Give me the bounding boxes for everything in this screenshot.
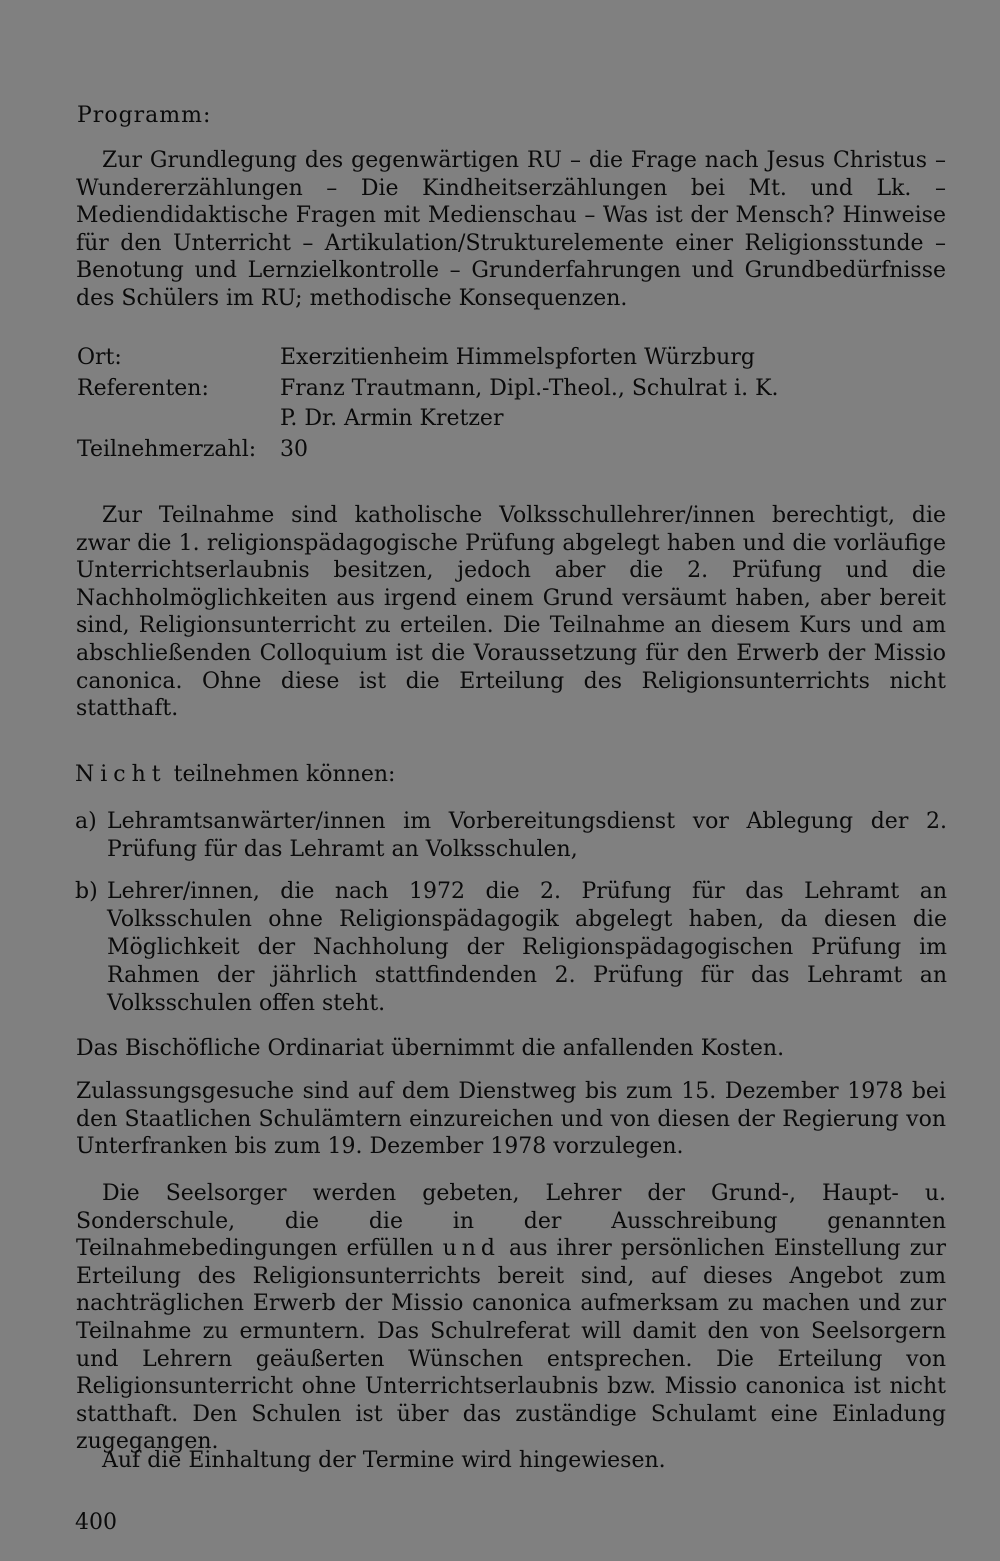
referenten-row — [77, 374, 947, 405]
course-info-block — [77, 343, 947, 465]
referenten-row-2 — [77, 404, 947, 435]
list-text-b: Lehrer/innen, die nach 1972 die 2. Prüfung für das Lehramt an Volksschulen ohne Religionspädagogik abgelegt haben, da diesen die Möglichkeit der Nachholung der Religionspädagogischen Prüfung im Rahmen der jährlich stattfindenden 2. Prüfung für das Lehramt an Volksschulen offen steht. — [107, 879, 947, 1016]
info-label-spacer — [77, 404, 280, 435]
termine-paragraph: Auf die Einhaltung der Termine wird hingewiesen. — [102, 1448, 666, 1473]
seelsorger-paragraph — [76, 1180, 946, 1456]
teilnahme-paragraph: Zur Teilnahme sind katholische Volksschullehrer/innen berechtigt, die zwar die 1. religionspädagogische Prüfung abgelegt haben und die vorläufige Unterrichtserlaubnis besitzen, jedoch aber die 2. Prüfung und die Nachholmöglichkeiten aus irgend einem Grund versäumt haben, aber bereit sind, Religionsunterricht zu erteilen. Die Teilnahme an diesem Kurs und am abschließenden Colloquium ist die Voraussetzung für den Erwerb der Missio canonica. Ohne diese ist die Erteilung des Religionsunterrichts nicht statthaft. — [76, 503, 946, 722]
teilnehmerzahl-label: Teilnehmerzahl: — [77, 436, 257, 462]
list-marker-b: b) — [75, 879, 98, 904]
teilnehmerzahl-value: 30 — [280, 436, 308, 462]
teilnehmerzahl-row — [77, 435, 947, 466]
ort-row — [77, 343, 947, 374]
referenten-label: Referenten: — [77, 375, 209, 401]
referent-1: Franz Trautmann, Dipl.-Theol., Schulrat i. K. — [280, 375, 779, 401]
list-text-a: Lehramtsanwärter/innen im Vorbereitungsdienst vor Ablegung der 2. Prüfung für das Lehramt an Volksschulen, — [107, 809, 947, 862]
ort-value: Exerzitienheim Himmelspforten Würzburg — [280, 345, 755, 370]
seelsorger-part-2: aus ihrer persönlichen Einstellung zur Erteilung des Religionsunterrichts bereit sind, auf dieses Angebot zum nachträglichen Erwerb der Missio canonica aufmerksam zu machen und zur Teilnahme zu ermuntern. Das Schulreferat will damit den von Seelsorgern und Lehrern geäußerten Wünschen entsprechen. Die Erteilung von Religionsunterricht ohne Unterrichtserlaubnis bzw. Missio canonica ist nicht statthaft. Den Schulen ist über das zuständige Schulamt eine Einladung zugegangen. — [76, 1236, 946, 1455]
list-item — [75, 808, 947, 864]
referent-2: P. Dr. Armin Kretzer — [280, 406, 504, 431]
ort-label: Ort: — [77, 345, 122, 370]
list-item — [75, 878, 947, 1018]
seelsorger-part-1: Die Seelsorger werden gebeten, Lehrer der Grund-, Haupt- u. Sonderschule, die die in der Ausschreibung genannten Teilnahmebedingungen erfüllen — [76, 1181, 946, 1262]
page-number: 400 — [75, 1510, 117, 1535]
zulassung-paragraph: Zulassungsgesuche sind auf dem Dienstweg bis zum 15. Dezember 1978 bei den Staatlichen Schulämtern einzureichen und von diesen der Regierung von Unterfranken bis zum 19. Dezember 1978 vorzulegen. — [76, 1079, 946, 1160]
programm-paragraph: Zur Grundlegung des gegenwärtigen RU – die Frage nach Jesus Christus – Wundererzählungen – Die Kindheitserzählungen bei Mt. und Lk. – Mediendidaktische Fragen mit Medienschau – Was ist der Mensch? Hinweise für den Unterricht – Artikulation/Strukturelemente einer Religionsstunde – Benotung und Lernzielkontrolle – Grunderfahrungen und Grundbedürfnisse des Schülers im RU; methodische Konsequenzen. — [76, 148, 946, 311]
kosten-paragraph: Das Bischöfliche Ordinariat übernimmt die anfallenden Kosten. — [76, 1036, 785, 1061]
programm-heading: Programm: — [77, 103, 212, 128]
nicht-teilnehmen-rest: teilnehmen können: — [166, 762, 396, 787]
list-marker-a: a) — [75, 809, 97, 834]
und-emphasis: und — [442, 1236, 500, 1262]
nicht-emphasis: Nicht — [75, 762, 167, 787]
nicht-teilnehmen-heading — [75, 760, 395, 790]
